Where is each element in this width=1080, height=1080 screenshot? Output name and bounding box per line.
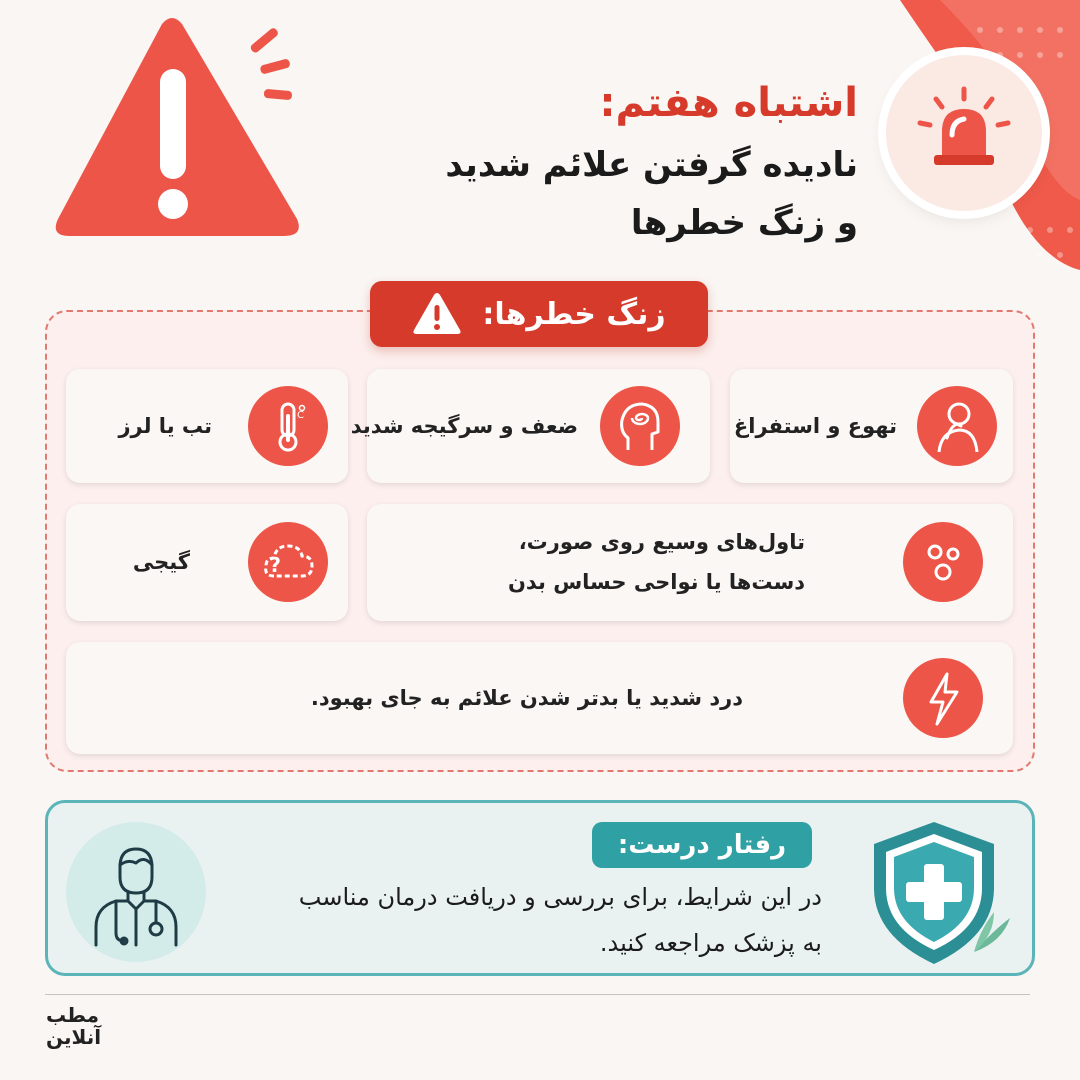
lightning-icon bbox=[903, 658, 983, 738]
warning-triangle-icon bbox=[412, 292, 462, 336]
flag-card-fever bbox=[66, 369, 348, 483]
flag-card-dizziness bbox=[350, 369, 710, 483]
flag-card-pain bbox=[66, 642, 1013, 754]
page-subtitle-line2: و زنگ خطرها bbox=[630, 203, 858, 243]
nausea-person-icon bbox=[917, 386, 997, 466]
alarm-badge bbox=[886, 55, 1042, 211]
svg-text:C: C bbox=[297, 410, 304, 421]
correct-behavior-text bbox=[182, 874, 822, 966]
flag-card-confusion bbox=[66, 504, 348, 621]
flag-card-blisters bbox=[367, 504, 1013, 621]
correct-behavior-text-line2: به پزشک مراجعه کنید. bbox=[599, 929, 822, 957]
red-flags-header bbox=[370, 281, 708, 347]
blisters-icon bbox=[903, 522, 983, 602]
red-flags-label: زنگ خطرها: bbox=[482, 296, 666, 332]
title-block bbox=[338, 78, 858, 252]
flag-text-dizziness: ضعف و سرگیجه شدید bbox=[350, 414, 578, 438]
correct-behavior-label: رفتار درست: bbox=[592, 822, 812, 868]
flag-text-nausea: تهوع و استفراغ bbox=[733, 414, 897, 438]
footer-divider bbox=[45, 994, 1030, 995]
confused-cloud-icon bbox=[248, 522, 328, 602]
medical-shield-icon bbox=[862, 818, 1012, 968]
flag-text-blisters-line2: دست‌ها یا نواحی حساس بدن bbox=[507, 570, 805, 594]
doctor-icon bbox=[86, 837, 186, 947]
svg-text:?: ? bbox=[269, 553, 281, 577]
flag-text-pain: درد شدید یا بدتر شدن علائم به جای بهبود. bbox=[310, 686, 743, 710]
brand-logo bbox=[46, 1004, 116, 1048]
warning-triangle-icon bbox=[52, 14, 312, 244]
correct-behavior-text-line1: در این شرایط، برای بررسی و دریافت درمان مناسب bbox=[298, 883, 822, 911]
dizzy-head-icon bbox=[600, 386, 680, 466]
brand-logo-line2: آنلاین bbox=[46, 1025, 102, 1049]
flag-text-blisters-line1: تاول‌های وسیع روی صورت، bbox=[518, 530, 805, 554]
flag-text-fever: تب یا لرز bbox=[118, 414, 212, 438]
flag-card-nausea bbox=[730, 369, 1013, 483]
siren-icon bbox=[914, 83, 1014, 183]
doctor-avatar bbox=[66, 822, 206, 962]
thermometer-icon bbox=[248, 386, 328, 466]
page-title: اشتباه هفتم: bbox=[599, 80, 858, 126]
flag-text-confusion: گیجی bbox=[132, 550, 190, 574]
flag-text-blisters bbox=[508, 522, 805, 602]
page-subtitle-line1: نادیده گرفتن علائم شدید bbox=[445, 145, 858, 185]
brand-logo-line1: مطب bbox=[46, 1003, 100, 1027]
